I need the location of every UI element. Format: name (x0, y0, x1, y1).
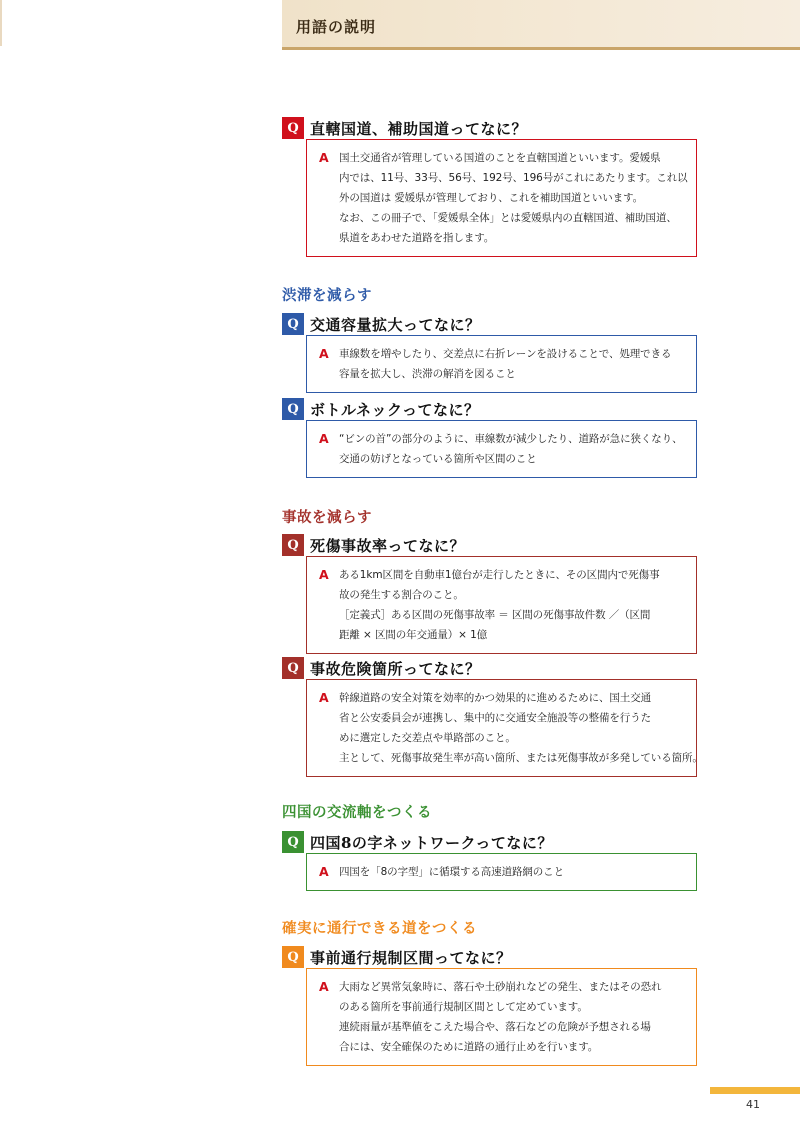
answer-line: 内では、11号、33号、56号、192号、196号がこれにあたります。これ以 (339, 172, 688, 184)
section-title-congestion: 渋滞を減らす (282, 288, 372, 304)
section-title-shikoku: 四国の交流軸をつくる (282, 805, 432, 821)
question-row (282, 117, 527, 139)
answer-line: 国土交通省が管理している国道のことを直轄国道といいます。愛媛県 (339, 152, 661, 164)
question-row (282, 313, 481, 335)
answer-line: 省と公安委員会が連携し、集中的に交通安全施設等の整備を行うた (339, 712, 651, 724)
answer-line: 合には、安全確保のために道路の通行止めを行います。 (339, 1041, 599, 1053)
answer-line: 交通の妨げとなっている箇所や区間のこと (339, 453, 537, 465)
section-title-reliable-roads: 確実に通行できる道をつくる (282, 921, 477, 937)
page-title: 用語の説明 (296, 18, 377, 36)
answer-line: ある1km区間を自動車1億台が走行したときに、その区間内で死傷事 (339, 569, 660, 581)
question-row (282, 946, 512, 968)
answer-line: 四国を「8の字型」に循環する高速道路網のこと (339, 866, 564, 878)
a-mark: A (319, 431, 329, 446)
a-mark: A (319, 346, 329, 361)
answer-line: 県道をあわせた道路を指します。 (339, 232, 495, 244)
answer-line: のある箇所を事前通行規制区間として定めています。 (339, 1001, 588, 1013)
left-edge-tick (0, 0, 2, 46)
a-mark: A (319, 567, 329, 582)
question-text: ボトルネックってなに？ (310, 400, 480, 419)
page-number: 41 (746, 1098, 760, 1111)
section-title-accidents: 事故を減らす (282, 510, 372, 526)
a-mark: A (319, 690, 329, 705)
answer-line: 外の国道は 愛媛県が管理しており、これを補助国道といいます。 (339, 192, 643, 204)
answer-line: “ビンの首”の部分のように、車線数が減少したり、道路が急に狭くなり、 (339, 433, 683, 445)
question-row (282, 534, 465, 556)
footer-accent-bar (710, 1087, 800, 1094)
answer-box (306, 335, 697, 393)
answer-line: 主として、死傷事故発生率が高い箇所、または死傷事故が多発している箇所。 (339, 752, 703, 764)
question-row (282, 657, 481, 679)
q-badge: Q (282, 657, 304, 679)
answer-line: めに選定した交差点や単路部のこと。 (339, 732, 516, 744)
question-row (282, 831, 553, 853)
question-text: 事前通行規制区間ってなに？ (310, 948, 512, 967)
question-text: 死傷事故率ってなに？ (310, 536, 466, 555)
answer-box (306, 139, 697, 257)
question-text: 四国8の字ネットワークってなに？ (310, 833, 553, 852)
q-badge: Q (282, 117, 304, 139)
a-mark: A (319, 979, 329, 994)
answer-box (306, 679, 703, 777)
answer-line: 幹線道路の安全対策を効率的かつ効果的に進めるために、国土交通 (339, 692, 651, 704)
a-mark: A (319, 150, 329, 165)
answer-line: 車線数を増やしたり、交差点に右折レーンを設けることで、処理できる (339, 348, 672, 360)
answer-line: 連続雨量が基準値をこえた場合や、落石などの危険が予想される場 (339, 1021, 651, 1033)
q-badge: Q (282, 398, 304, 420)
q-badge: Q (282, 831, 304, 853)
question-text: 事故危険箇所ってなに？ (310, 659, 481, 678)
question-row (282, 398, 479, 420)
q-badge: Q (282, 946, 304, 968)
answer-box (306, 968, 697, 1066)
q-badge: Q (282, 534, 304, 556)
answer-box (306, 556, 697, 654)
question-text: 交通容量拡大ってなに？ (310, 315, 481, 334)
answer-line: なお、この冊子で、「愛媛県全体」とは愛媛県内の直轄国道、補助国道、 (339, 212, 677, 224)
question-text: 直轄国道、補助国道ってなに？ (310, 119, 528, 138)
answer-line: 容量を拡大し、渋滞の解消を図ること (339, 368, 516, 380)
answer-box (306, 853, 697, 891)
answer-line: 大雨など異常気象時に、落石や土砂崩れなどの発生、またはその恐れ (339, 981, 662, 993)
answer-line: 故の発生する割合のこと。 (339, 589, 464, 601)
header-bar (282, 0, 800, 50)
answer-box (306, 420, 697, 478)
q-badge: Q (282, 313, 304, 335)
a-mark: A (319, 864, 329, 879)
answer-line: ［定義式］ある区間の死傷事故率 ＝ 区間の死傷事故件数 ／（区間 (339, 609, 651, 621)
answer-line: 距離 × 区間の年交通量）× 1億 (339, 629, 488, 641)
